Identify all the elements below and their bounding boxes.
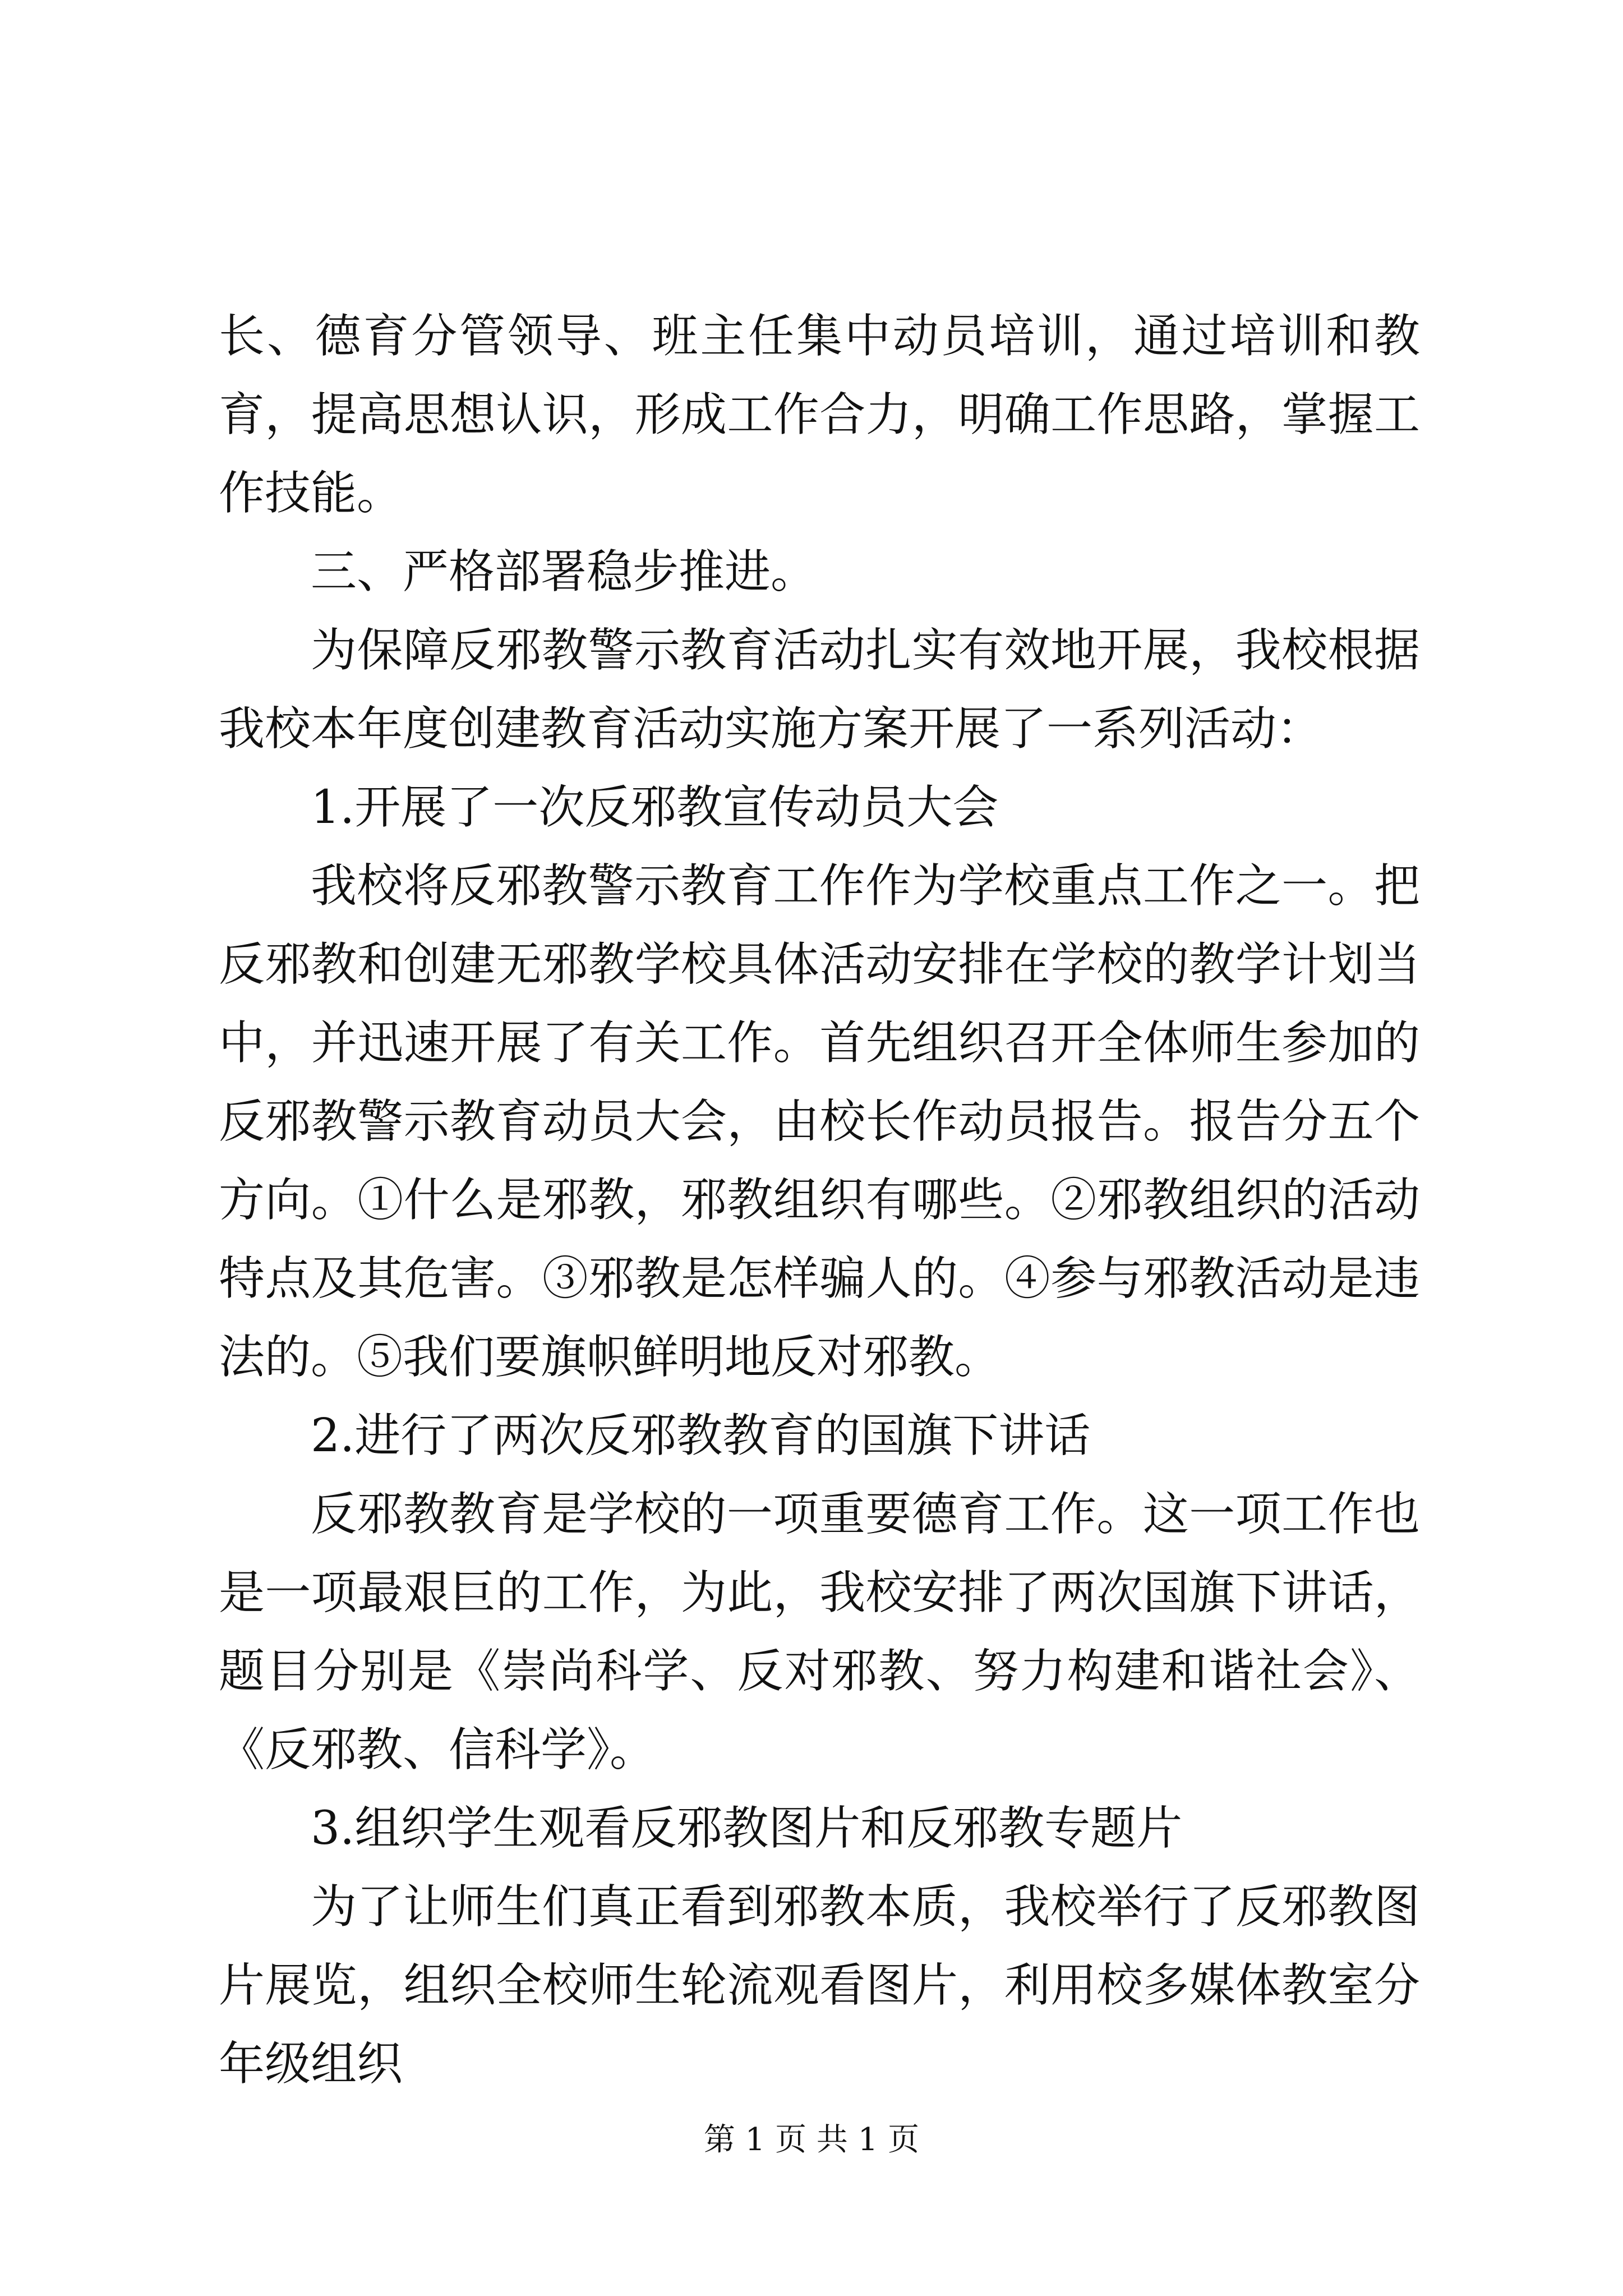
subheading-3: 3.组织学生观看反邪教图片和反邪教专题片 xyxy=(311,1802,1183,1855)
paragraph-continuation: 长、德育分管领导、班主任集中动员培训，通过培训和教育，提高思想认识，形成工作合力，明确工作思路，掌握工作技能。 xyxy=(219,310,1420,520)
paragraph-3: 为了让师生们真正看到邪教本质，我校举行了反邪教图片展览，组织全校师生轮流观看图片，利用校多媒体教室分年级组织 xyxy=(219,1880,1420,2091)
subheading-2: 2.进行了两次反邪教教育的国旗下讲话 xyxy=(311,1409,1091,1462)
section-heading-3: 三、严格部署稳步推进。 xyxy=(311,545,817,599)
document-body xyxy=(219,297,1420,2104)
paragraph-2: 反邪教教育是学校的一项重要德育工作。这一项工作也是一项最艰巨的工作，为此，我校安排了两次国旗下讲话，题目分别是《崇尚科学、反对邪教、努力构建和谐社会》、《反邪教、信科学》。 xyxy=(219,1488,1420,1777)
paragraph-1: 我校将反邪教警示教育工作作为学校重点工作之一。把反邪教和创建无邪教学校具体活动安排在学校的教学计划当中，并迅速开展了有关工作。首先组织召开全体师生参加的反邪教警示教育动员大会，由校长作动员报告。报告分五个方向。①什么是邪教，邪教组织有哪些。②邪教组织的活动特点及其危害。③邪教是怎样骗人的。④参与邪教活动是违法的。⑤我们要旗帜鲜明地反对邪教。 xyxy=(219,859,1420,1384)
page-number-footer: 第 1 页 共 1 页 xyxy=(703,2122,920,2158)
paragraph-intro: 为保障反邪教警示教育活动扎实有效地开展，我校根据我校本年度创建教育活动实施方案开展了一系列活动： xyxy=(219,624,1420,756)
subheading-1: 1.开展了一次反邪教宣传动员大会 xyxy=(311,781,999,834)
